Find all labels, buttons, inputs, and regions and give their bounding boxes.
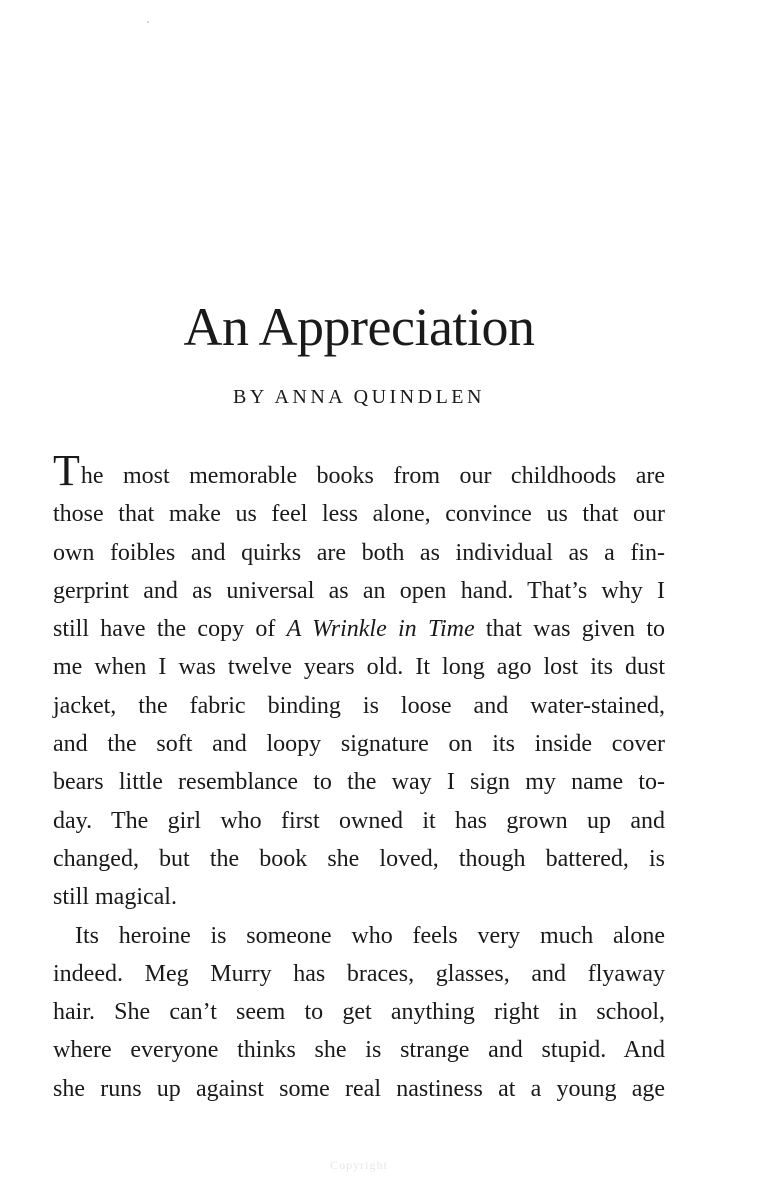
paragraph-1-line-1: The most memorable books from our childhoods are (53, 446, 665, 495)
scan-speck (147, 21, 149, 23)
paragraph-1-line-9: bears little resemblance to the way I sign my name to- (53, 769, 665, 796)
paragraph-1-line-5: still have the copy of A Wrinkle in Time that was given to (53, 616, 665, 643)
paragraph-1-line-10: day. The girl who first owned it has grown up and (53, 807, 665, 834)
paragraph-1-line-4: gerprint and as universal as an open hand. That’s why I (53, 577, 665, 604)
drop-cap: T (53, 446, 80, 495)
paragraph-1-line-7: jacket, the fabric binding is loose and water-stained, (53, 692, 665, 719)
author-byline: BY ANNA QUINDLEN (233, 386, 485, 408)
paragraph-1-line-12: still magical. (53, 884, 177, 911)
paragraph-1-line-11: changed, but the book she loved, though battered, is (53, 845, 665, 872)
paragraph-2-line-3: hair. She can’t seem to get anything right in school, (53, 999, 665, 1026)
paragraph-2-line-1: Its heroine is someone who feels very much alone (75, 922, 665, 949)
paragraph-1-line-2: those that make us feel less alone, convince us that our (53, 501, 665, 528)
paragraph-1-line-8: and the soft and loopy signature on its inside cover (53, 731, 665, 758)
paragraph-2-line-4: where everyone thinks she is strange and stupid. And (53, 1037, 665, 1064)
paragraph-1-line-6: me when I was twelve years old. It long ago lost its dust (53, 654, 665, 681)
paragraph-2-line-5: she runs up against some real nastiness at a young age (53, 1075, 665, 1102)
paragraph-2-line-2: indeed. Meg Murry has braces, glasses, and flyaway (53, 960, 665, 987)
paragraph-1-line-3: own foibles and quirks are both as individual as a fin- (53, 539, 665, 566)
page-title: An Appreciation (183, 297, 535, 357)
book-title-italic: A Wrinkle in Time (286, 616, 475, 643)
footer-faint-text: Copyright (330, 1158, 388, 1172)
body-text (53, 446, 665, 1108)
